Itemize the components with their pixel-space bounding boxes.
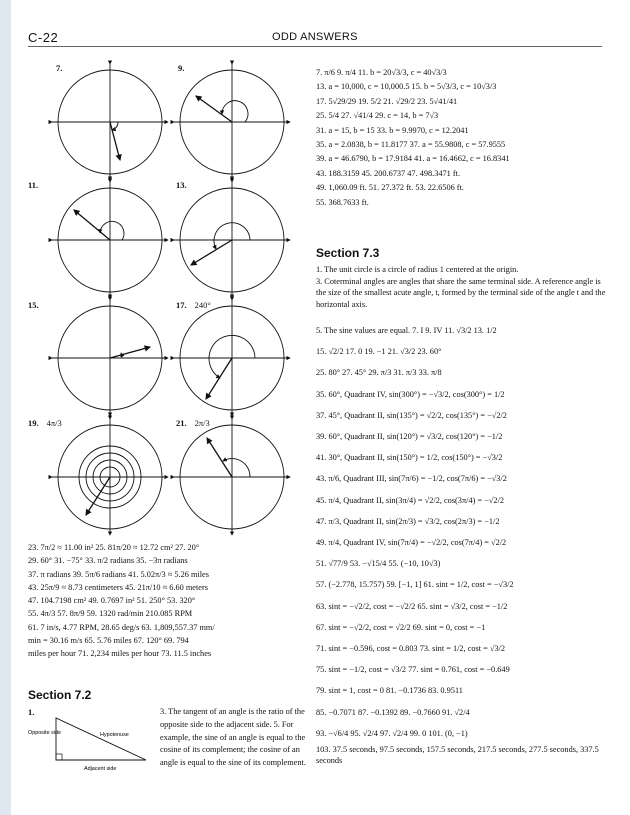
answer-line: 35. 60°, Quadrant IV, sin(300°) = −√3/2, cos(300°) = 1/2	[316, 389, 505, 399]
answer-line: 31. a = 15, b = 15 33. b = 9.9970, c = 12.2041	[316, 125, 469, 135]
answer-line: 5. The sine values are equal. 7. I 9. IV 11. √3/2 13. 1/2	[316, 326, 497, 335]
answer-line: 57. (−2.778, 15.757) 59. [−1, 1] 61. sint = 1/2, cost = −√3/2	[316, 580, 514, 590]
answer-line: 39. a = 46.6790, b = 17.9184 41. a = 16.4662, c = 16.8341	[316, 154, 510, 164]
right-answer-block-7-1	[316, 66, 606, 210]
answer-line: 55. 4π/3 57. 8π/9 59. 1320 rad/min 210.085 RPM	[28, 609, 193, 619]
answer-line: 63. sint = −√2/2, cost = −√2/2 65. sint = √3/2, cost = −1/2	[316, 601, 508, 611]
answer-line: 29. 60° 31. −75° 33. π/2 radians 35. −3π radians	[28, 556, 188, 566]
answer-line: 85. −0.7071 87. −0.1392 89. −0.7660 91. √2/4	[316, 707, 470, 717]
answer-line: 35. a = 2.0838, b = 11.8177 37. a = 55.9808, c = 57.9555	[316, 140, 506, 150]
answer-line: 45. π/4, Quadrant II, sin(3π/4) = √2/2, cos(3π/4) = −√2/2	[316, 495, 505, 505]
answer-line: 43. 25π/9 ≈ 8.73 centimeters 45. 21π/10 ≈ 6.60 meters	[28, 582, 208, 592]
section-7-3-heading: Section 7.3	[316, 246, 380, 260]
answer-line: 37. π radians 39. 5π/6 radians 41. 5.02π/3 ≈ 5.26 miles	[28, 569, 209, 579]
right-triangle-figure	[28, 712, 158, 782]
answer-line: 75. sint = −1/2, cost = √3/2 77. sint = 0.761, cost = −0.649	[316, 665, 510, 675]
answer-line: min = 30.16 m/s 65. 5.76 miles 67. 120° 69. 794	[28, 636, 189, 646]
answer-line: 79. sint = 1, cost = 0 81. −0.1736 83. 0.9511	[316, 686, 463, 696]
triangle-adjacent-label: Adjacent side	[84, 766, 117, 772]
section-7-2-heading: Section 7.2	[28, 688, 92, 702]
answer-line: 61. 7 in/s, 4.77 RPM, 28.65 deg/s 63. 1,809,557.37 mm/	[28, 622, 215, 632]
answer-line: 25. 80° 27. 45° 29. π/3 31. π/3 33. π/8	[316, 368, 442, 378]
answer-line: 7. π/6 9. π/4 11. b = 20√3/3, c = 40√3/3	[316, 68, 447, 77]
answer-line: 43. 188.3159 45. 200.6737 47. 498.3471 ft.	[316, 168, 461, 178]
answer-line: 49. π/4, Quadrant IV, sin(7π/4) = −√2/2, cos(7π/4) = √2/2	[316, 538, 507, 548]
figure-label-7-2-1: 1.	[28, 707, 35, 717]
figure-label-7: 7.	[56, 63, 63, 73]
section-7-3-intro: 1. The unit circle is a circle of radius 1 centered at the origin. 3. Coterminal angles are angles that share the same terminal side. A reference angle is the size of the smallest acute angle, t, formed by the terminal side of the angle t and the horizontal axis.	[316, 265, 606, 309]
answer-line: 47. 104.7198 cm² 49. 0.7697 in² 51. 250° 53. 320°	[28, 596, 196, 606]
answer-line: 25. 5/4 27. √41/4 29. c = 14, b = 7√3	[316, 111, 439, 121]
figure-label-21: 21. 2π/3	[176, 418, 210, 428]
page-number: C-22	[28, 30, 59, 45]
running-header: ODD ANSWERS	[272, 31, 358, 43]
answer-line: 71. sint = −0.596, cost = 0.803 73. sint = 1/2, cost = √3/2	[316, 644, 506, 654]
figure-19-circle	[52, 419, 168, 535]
answer-line: 23. 7π/2 ≈ 11.00 in² 25. 81π/20 ≈ 12.72 cm² 27. 20°	[28, 543, 200, 552]
answer-line: 49. 1,060.09 ft. 51. 27.372 ft. 53. 22.6506 ft.	[316, 183, 464, 193]
figure-label-15: 15.	[28, 300, 39, 310]
section-7-2-text: 3. The tangent of an angle is the ratio of the opposite side to the adjacent side. 5. For example, the sine of an angle is equal to the cosine of its complement; the cosine of an angle is equal to the sine of its complement.	[160, 707, 306, 768]
section-7-3-answers	[316, 320, 606, 766]
answer-line: 43. π/6, Quadrant III, sin(7π/6) = −1/2, cos(7π/6) = −√3/2	[316, 474, 507, 484]
answer-line: 13. a = 10,000, c = 10,000.5 15. b = 5√3/3, c = 10√3/3	[316, 82, 497, 92]
answer-line: 51. √77/9 53. −√15/4 55. (−10, 10√3)	[316, 559, 441, 569]
figure-17-circle	[174, 300, 290, 416]
answer-line: 37. 45°, Quadrant II, sin(135°) = √2/2, cos(135°) = −√2/2	[316, 410, 507, 420]
figure-label-9: 9.	[178, 63, 185, 73]
figure-13-circle	[174, 182, 290, 298]
answer-line: 103. 37.5 seconds, 97.5 seconds, 157.5 seconds, 217.5 seconds, 277.5 seconds, 337.5 seconds	[316, 745, 599, 766]
figure-9-circle	[174, 64, 290, 180]
triangle-opposite-label: Opposite side	[28, 730, 61, 736]
answer-line: miles per hour 71. 2,234 miles per hour 73. 11.5 inches	[28, 649, 212, 659]
answer-line: 55. 368.7633 ft.	[316, 197, 369, 207]
figure-label-13: 13.	[176, 180, 187, 190]
answer-line: 17. 5√29/29 19. 5/2 21. √29/2 23. 5√41/41	[316, 96, 458, 106]
answer-line: 15. √2/2 17. 0 19. −1 21. √3/2 23. 60°	[316, 347, 442, 357]
answer-line: 39. 60°, Quadrant II, sin(120°) = √3/2, cos(120°) = −1/2	[316, 432, 503, 442]
figure-label-19: 19. 4π/3	[28, 418, 62, 428]
figure-11-circle	[52, 182, 168, 298]
left-answer-block	[28, 541, 310, 661]
answer-line: 67. sint = −√2/2, cost = √2/2 69. sint = 0, cost = −1	[316, 622, 486, 632]
figure-label-11: 11.	[28, 180, 39, 190]
triangle-hypotenuse-label: Hypotenuse	[100, 732, 129, 738]
figure-label-17: 17. 240°	[176, 300, 211, 310]
figure-15-circle	[52, 300, 168, 416]
answer-line: 93. −√6/4 95. √2/4 97. √2/4 99. 0 101. (0, −1)	[316, 728, 468, 738]
figure-7-circle	[52, 64, 168, 180]
answer-line: 47. π/3, Quadrant II, sin(2π/3) = √3/2, cos(2π/3) = −1/2	[316, 516, 500, 526]
answer-line: 41. 30°, Quadrant II, sin(150°) = 1/2, cos(150°) = −√3/2	[316, 453, 503, 463]
figure-21-circle	[174, 419, 290, 535]
